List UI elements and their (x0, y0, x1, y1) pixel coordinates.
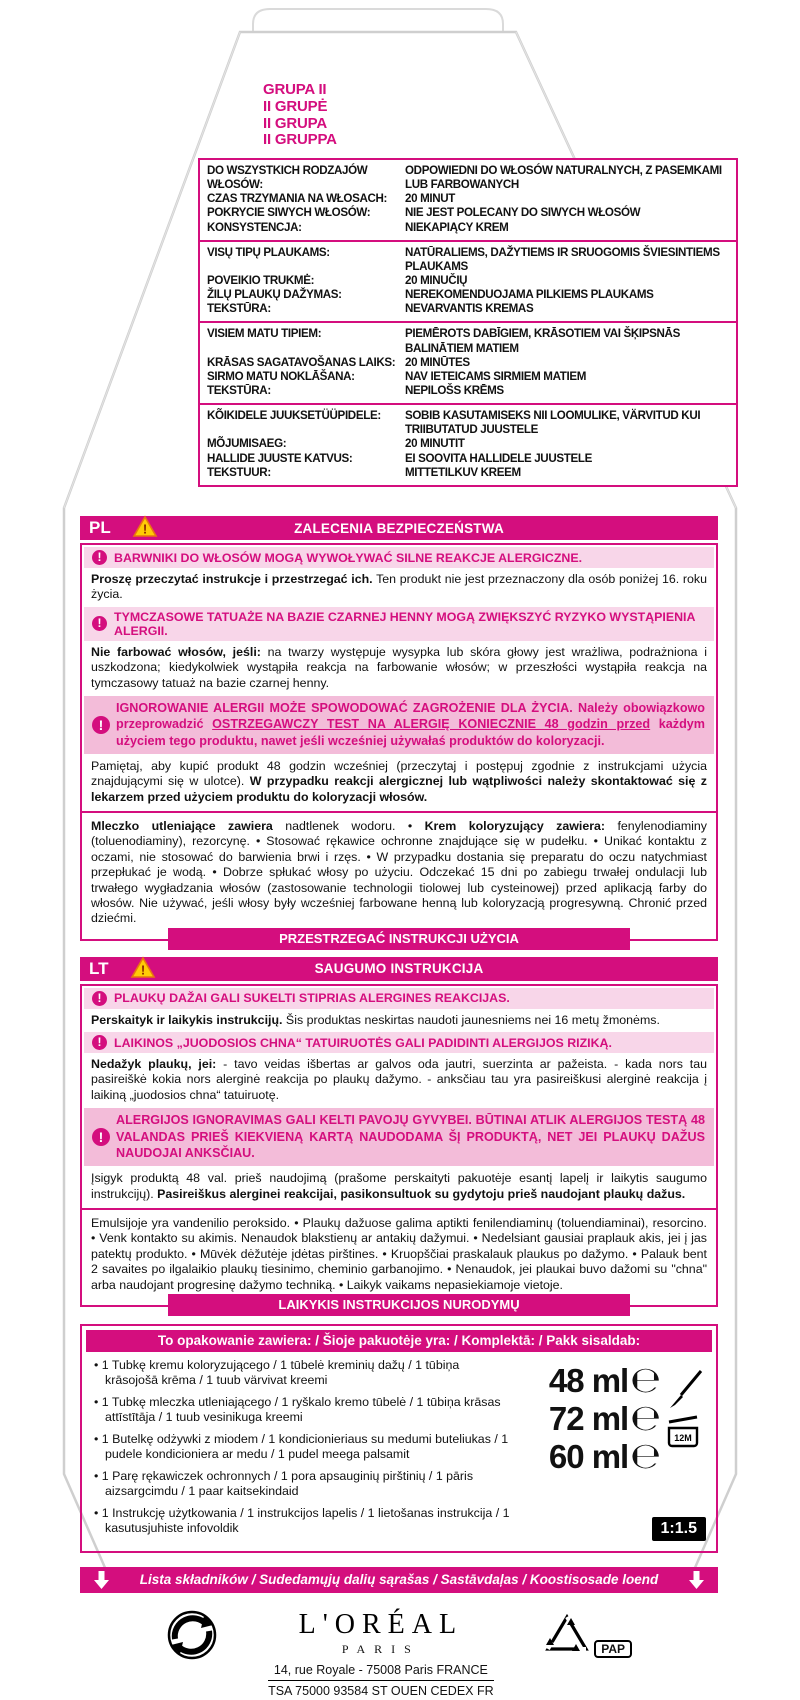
group-line: II GRUPPA (263, 131, 337, 149)
list-item: • 1 Tubkę kremu koloryzującego / 1 tūbelė kreminių dažų / 1 tūbiņa krāsojošā krēma / 1 tuub värvivat kreemi (94, 1357, 460, 1388)
spec-table (198, 158, 738, 487)
alert-icon: ! (92, 716, 110, 734)
composition-paragraph: Emulsijoje yra vandenilio peroksido. • Plaukų dažuose galima aptikti fenilendiaminų (toluendiaminai), resorcino. • Venk kontakto su akimis. Nenaudok blakstienų ar antakių dažymui. • Nedelsiant gausiai praplauk akis, jei į jas patektų produkto. • Mūvėk dėžutėje įdėtas pirštines. • Kruopščiai praskalauk plaukus po dažymo. • Palauk bent 2 savaites po ilgalaikio plaukų tiesinimo, cheminio garbanojimo. • Nenaudok, jei plaukai buvo dažomi su "chna" arba naudojant progresinę dažymo techniką. • Laikyk vaikams nepasiekiamoje vietoje. (91, 1216, 707, 1292)
henna-alert: ! LAIKINOS „JUODOSIOS CHNA“ TATUIRUOTĖS GALI PADIDINTI ALERGIJOS RIZIKĄ. (84, 1032, 714, 1053)
volume-icons (664, 1368, 708, 1454)
volume-60ml: 60 ml ℮ (548, 1435, 660, 1477)
pap-code: PAP (594, 1640, 632, 1658)
list-item: • 1 Tubkę mleczka utleniającego / 1 ryškalo kremo tūbelė / 1 tūbiņa krāsas attīstītāja / 1 tuub vesinikuga kreemi (94, 1394, 501, 1425)
follow-instructions-bar-pl: PRZESTRZEGAĆ INSTRUKCJI UŻYCIA (168, 928, 630, 950)
pap-recycle-triangle-icon (544, 1613, 590, 1653)
language-code: LT (89, 958, 109, 978)
table-row: KRĀSAS SAGATAVOŠANAS LAIKS: 20 MINŪTES (207, 355, 470, 369)
allergy-alert: ! BARWNIKI DO WŁOSÓW MOGĄ WYWOŁYWAĆ SILNE REAKCJE ALERGICZNE. (84, 547, 714, 568)
table-row: TEKSTUUR: MITTETILKUV KREEM (207, 465, 521, 479)
allergy-alert: ! PLAUKŲ DAŽAI GALI SUKELTI STIPRIAS ALERGINES REAKCIJAS. (84, 988, 714, 1009)
pl-section-header (80, 516, 718, 540)
alert-icon: ! (92, 1035, 107, 1050)
paragraph: Perskaityk ir laikykis instrukcijų. Šis produktas neskirtas naudoti jaunesniems nei 16 metų žmonėms. (91, 1012, 660, 1027)
pap-recycling (544, 1613, 632, 1658)
divider (82, 811, 716, 813)
list-item: • 1 Instrukcję użytkowania / 1 instrukcijos lapelis / 1 lietošanas instrukcija / 1 kasutusjuhiste infovoldik (94, 1505, 510, 1536)
volume-48ml: 48 ml ℮ (548, 1359, 660, 1401)
spec-section-lt (200, 240, 736, 322)
spec-section-pl (200, 160, 736, 240)
group-line: II GRUPĖ (263, 97, 328, 115)
pl-safety-box (80, 543, 718, 941)
paragraph: Nedažyk plaukų, jei: - tavo veidas išbertas ar galvos oda jautri, suerzinta ar pažeista. - kada nors tau pasireiškė kokia nors alerginė reakcija po plaukų dažymo. - anksčiau tau yra pasireiškusi alerginė reakcija į laikiną „juodosios chna“ tatuiruotę. (91, 1057, 707, 1102)
estimated-sign: ℮ (630, 1359, 660, 1401)
section-title: SAUGUMO INSTRUKCIJA (314, 961, 484, 977)
list-item: • 1 Butelkę odżywki z miodem / 1 kondicionieriaus su medumi buteliukas / 1 pudele kondicioniera ar medu / 1 pudel meega palsamit (94, 1431, 509, 1462)
table-row: CZAS TRZYMANIA NA WŁOSACH: 20 MINUT (207, 192, 456, 206)
allergy-test-warning: ! IGNOROWANIE ALERGII MOŻE SPOWODOWAĆ ZAGROŻENIE DLA ŻYCIA. Należy obowiązkowo przeprowadzić OSTRZEGAWCZY TEST NA ALERGIĘ KONIECZNIE 48 godzin przed każdym użyciem tego produktu, nawet jeśli wcześniej używałaś produktów do koloryzacji. (84, 696, 714, 754)
alert-icon: ! (92, 550, 107, 565)
brand-city: PARIS (341, 1641, 420, 1656)
section-title: ZALECENIA BEZPIECZEŃSTWA (294, 520, 504, 536)
warning-triangle-icon (133, 516, 157, 542)
paragraph: Pamiętaj, aby kupić produkt 48 godzin wcześniej (przeczytaj i postępuj zgodnie z instrukcjami użycia znajdującymi się w ulotce). W przypadku reakcji alergicznej lub wątpliwości należy skontaktować się z lekarzem przed użyciem produktu do koloryzacji włosów. (91, 758, 708, 804)
warning-triangle-icon (131, 957, 155, 983)
table-row: ŽILŲ PLAUKŲ DAŽYMAS: NEREKOMENDUOJAMA PILKIEMS PLAUKAMS (207, 288, 654, 302)
henna-alert: ! TYMCZASOWE TATUAŻE NA BAZIE CZARNEJ HENNY MOGĄ ZWIĘKSZYĆ RYZYKO WYSTĄPIENIA ALERGII. (84, 607, 714, 641)
green-dot-recycle-icon (166, 1609, 218, 1661)
group-line: GRUPA II (263, 81, 327, 98)
spec-section-ee (200, 403, 736, 485)
alert-icon: ! (92, 1128, 110, 1146)
svg-text:12M: 12M (674, 1432, 692, 1443)
table-row: KÕIKIDELE JUUKSETÜÜPIDELE: SOBIB KASUTAMISEKS NII LOOMULIKE, VÄRVITUD KUI TRIIBUTATUD JUUSTELE (207, 409, 701, 437)
alert-icon: ! (92, 616, 107, 631)
footer (80, 1609, 718, 1700)
table-row: MÕJUMISAEG: 20 MINUTIT (207, 437, 465, 451)
table-row: POVEIKIO TRUKMĖ: 20 MINUČIŲ (207, 273, 468, 287)
mix-ratio-badge: 1:1.5 (652, 1517, 706, 1541)
list-item: • 1 Parę rękawiczek ochronnych / 1 pora apsauginių pirštinių / 1 pāris aizsargcimdu / 1 paar kaitsekindaid (94, 1468, 474, 1499)
svg-text:!: ! (142, 521, 147, 537)
table-row: VISŲ TIPŲ PLAUKAMS: NATŪRALIEMS, DAŽYTIEMS IR SRUOGOMIS ŠVIESINTIEMS PLAUKAMS (207, 245, 720, 273)
period-after-opening-icon (664, 1415, 702, 1449)
table-row: SIRMO MATU NOKLĀŠANA: NAV IETEICAMS SIRMIEM MATIEM (207, 369, 587, 383)
lt-safety-box (80, 984, 718, 1307)
follow-instructions-bar-lt: LAIKYKIS INSTRUKCIJOS NURODYMŲ (168, 1294, 630, 1316)
address-line: 14, rue Royale - 75008 Paris FRANCE (273, 1662, 488, 1677)
language-code: PL (89, 518, 111, 537)
table-row: POKRYCIE SIWYCH WŁOSÓW: NIE JEST POLECANY DO SIWYCH WŁOSÓW (207, 206, 641, 220)
brush-icon (664, 1368, 704, 1410)
package-contents-box (80, 1324, 718, 1553)
group-line: II GRUPA (263, 114, 327, 132)
table-row: DO WSZYSTKICH RODZAJÓW WŁOSÓW: ODPOWIEDNI DO WŁOSÓW NATURALNYCH, Z PASEMKAMI LUB FARBOWANYCH (207, 164, 722, 192)
lt-section-header (80, 957, 718, 981)
table-row: KONSYSTENCJA: NIEKAPIĄCY KREM (207, 220, 509, 234)
alert-icon: ! (92, 991, 107, 1006)
down-arrow-icon (689, 1571, 704, 1589)
contents-header: To opakowanie zawiera: / Šioje pakuotėje yra: / Komplektā: / Pakk sisaldab: (86, 1330, 712, 1352)
table-row: TEKSTŪRA: NEPILOŠS KRĒMS (207, 383, 504, 397)
table-row: VISIEM MATU TIPIEM: PIEMĒROTS DABĪGIEM, KRĀSOTIEM VAI ŠĶIPSNĀS BALINĀTIEM MATIEM (207, 327, 680, 355)
allergy-test-warning: ! ALERGIJOS IGNORAVIMAS GALI KELTI PAVOJŲ GYVYBEI. BŪTINAI ATLIK ALERGIJOS TESTĄ 48 VALANDAS PRIEŠ KIEKVIENĄ KARTĄ NAUDODAMA ŠĮ PRODUKTĄ, NET JEI PLAUKŲ DAŽUS NAUDOJAI ANKSČIAU. (84, 1108, 714, 1166)
estimated-sign: ℮ (630, 1435, 660, 1477)
volume-72ml: 72 ml ℮ (548, 1397, 660, 1439)
paragraph: Įsigyk produktą 48 val. prieš naudojimą (prašome perskaityti pakuotėje esantį lapelį ir laikytis saugumo instrukcijų). Pasireiškus alerginei reakcijai, pasikonsultuok su gydytoju prieš naudojant plaukų dažus. (91, 1171, 707, 1201)
brand-and-address (218, 1609, 544, 1700)
svg-text:!: ! (140, 962, 145, 978)
spec-section-lv (200, 321, 736, 403)
down-arrow-icon (94, 1571, 109, 1589)
volume-list (548, 1359, 660, 1477)
address-line: TSA 75000 93584 ST OUEN CEDEX FR (268, 1680, 494, 1698)
paragraph: Nie farbować włosów, jeśli: na twarzy występuje wysypka lub skóra głowy jest wrażliwa, podrażniona i uszkodzona; kiedykolwiek wystąpiła reakcja na farbowanie włosów; w przeszłości wystąpiła reakcja na tymczasowy tatuaż na bazie czarnej henny. (91, 644, 707, 690)
divider (82, 1208, 716, 1210)
estimated-sign: ℮ (630, 1397, 660, 1439)
composition-paragraph: Mleczko utleniające zawiera nadtlenek wodoru. • Krem koloryzujący zawiera: fenylenodiaminy (toluenodiaminy), rezorcynę. • Stosować rękawice ochronne znajdujące się w pudełku. • Unikać kontaktu z oczami, nie stosować do barwienia brwi i rzęs. • W przypadku dostania się preparatu do oczu natychmiast przepłukać je wodą. • Dobrze spłukać włosy po użyciu. Odczekać 15 dni po zabiegu trwałej ondulacji lub trwałego wygładzania włosów (zastosowanie technologii tiolowej lub cysteinowej) przed aplikacją farby do włosów. Nie używać, jeśli włosy były wcześniej farbowane henną lub koloryzacją progresywną. Chronić przed dziećmi. (91, 819, 708, 926)
table-row: TEKSTŪRA: NEVARVANTIS KREMAS (207, 302, 534, 316)
safety-text-column (80, 516, 718, 1700)
paragraph: Proszę przeczytać instrukcje i przestrzegać ich. Ten produkt nie jest przeznaczony dla osób poniżej 16. roku życia. (91, 572, 707, 602)
table-row: HALLIDE JUUSTE KATVUS: EI SOOVITA HALLIDELE JUUSTELE (207, 451, 592, 465)
group-designations (263, 82, 337, 149)
brand-logo: L'ORÉAL (298, 1608, 464, 1640)
ingredients-list-bar: Lista składników / Sudedamųjų dalių sąrašas / Sastāvdaļas / Koostisosade loend (80, 1567, 718, 1593)
